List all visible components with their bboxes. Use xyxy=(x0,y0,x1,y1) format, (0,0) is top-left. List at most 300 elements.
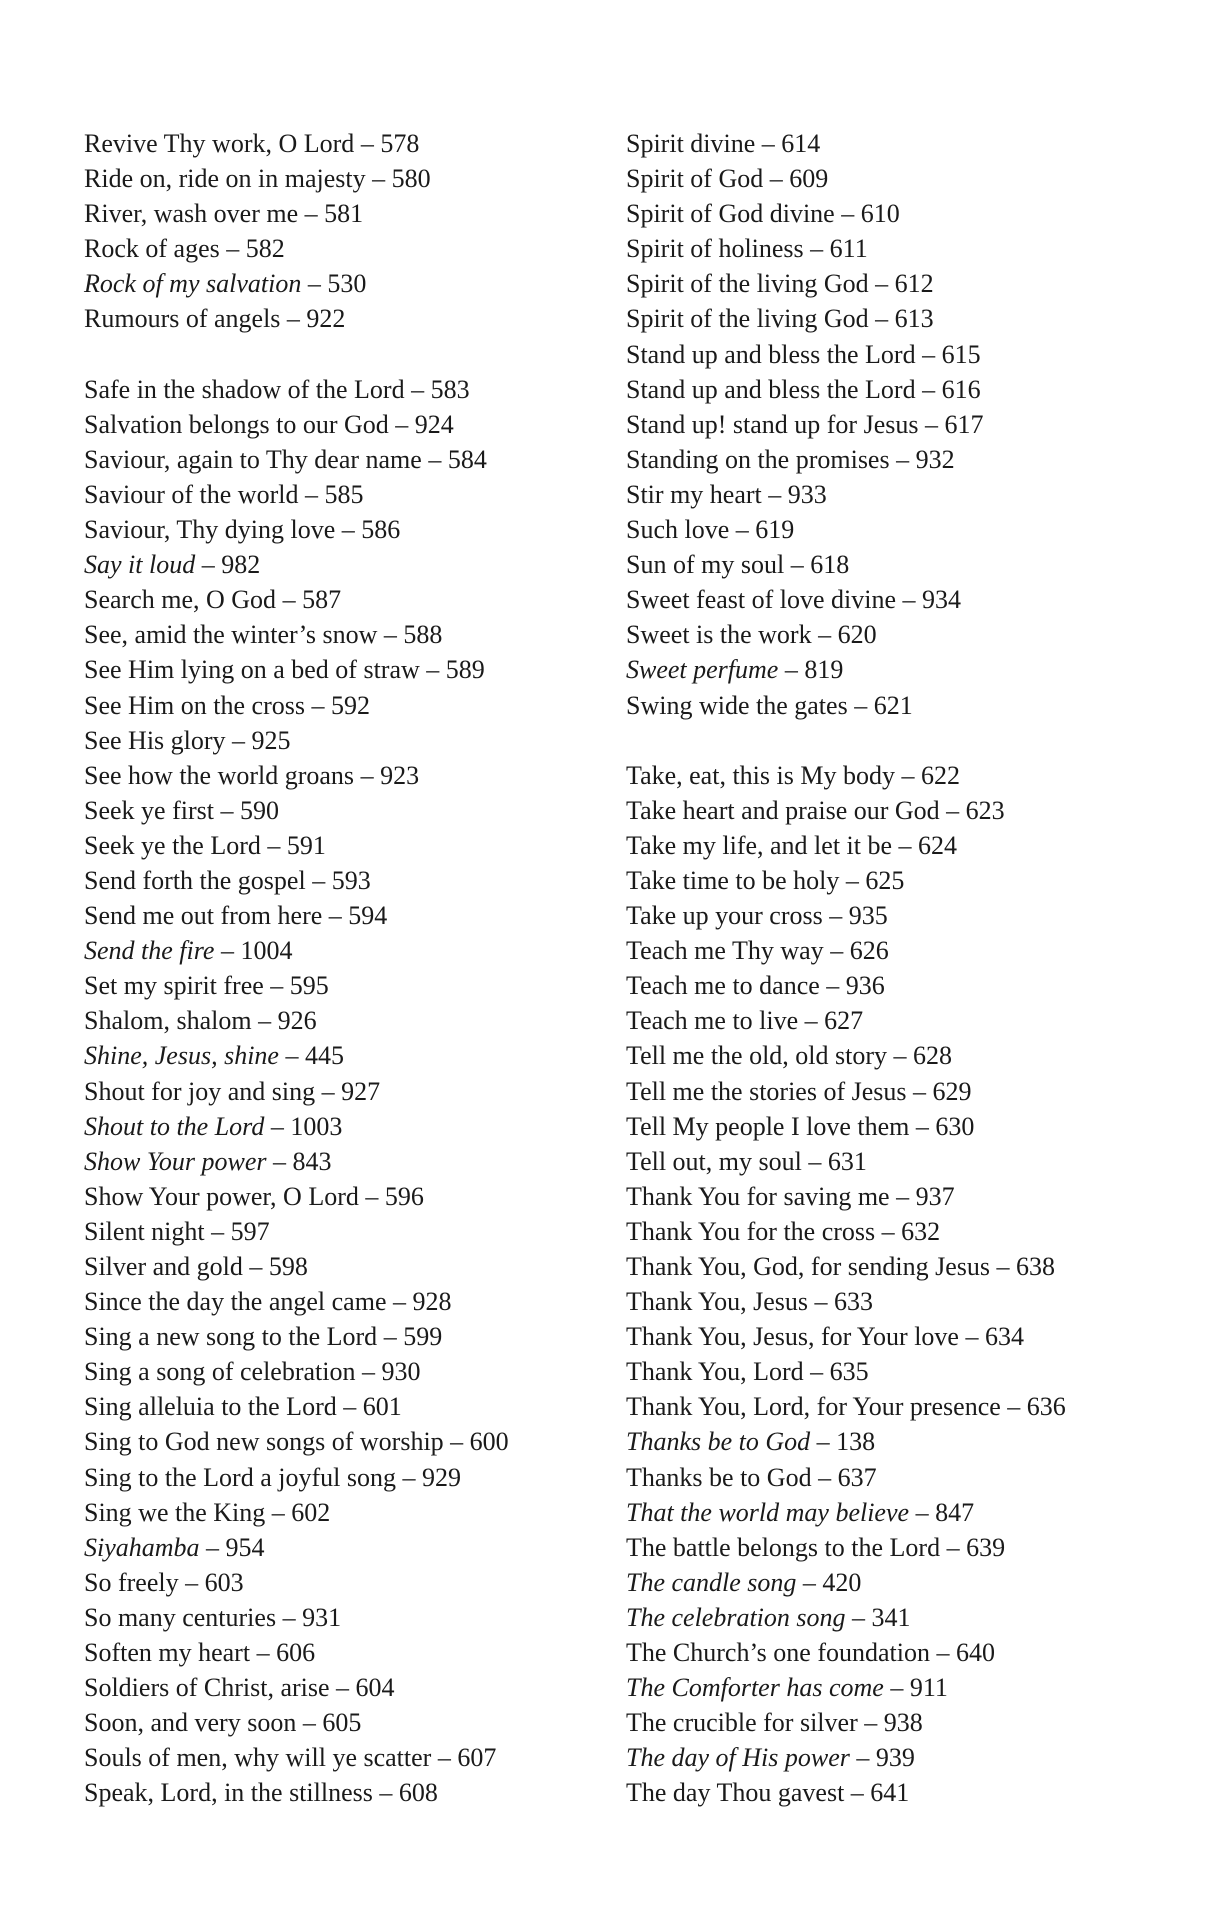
entry-title: Soldiers of Christ, arise xyxy=(84,1673,330,1703)
entry-separator: – xyxy=(763,164,790,194)
index-entry xyxy=(84,1179,604,1214)
index-entry xyxy=(84,1038,604,1073)
entry-title: Silent night xyxy=(84,1216,205,1246)
entry-separator: – xyxy=(810,1427,837,1457)
entry-title: Spirit of God divine xyxy=(626,199,835,229)
entry-title: Teach me to live xyxy=(626,1006,799,1036)
entry-separator: – xyxy=(857,1708,884,1738)
entry-title: Souls of men, why will ye scatter xyxy=(84,1743,432,1773)
index-entry xyxy=(84,1249,604,1284)
entry-number: 924 xyxy=(414,409,454,439)
entry-title: Rumours of angels xyxy=(84,304,281,334)
entry-number: 599 xyxy=(403,1322,443,1352)
index-entry xyxy=(626,512,1186,547)
entry-title: Tell me the stories of Jesus xyxy=(626,1076,907,1106)
entry-title: The day of His power xyxy=(626,1743,850,1773)
entry-title: Seek ye first xyxy=(84,795,214,825)
entry-title: The celebration song xyxy=(626,1602,846,1632)
entry-separator: – xyxy=(823,936,850,966)
index-entry xyxy=(626,1038,1186,1073)
entry-title: Teach me to dance xyxy=(626,971,820,1001)
entry-separator: – xyxy=(250,1638,277,1668)
entry-number: 636 xyxy=(1026,1392,1066,1422)
index-entry xyxy=(626,1460,1186,1495)
index-entry xyxy=(626,933,1186,968)
entry-separator: – xyxy=(784,550,811,580)
entry-separator: – xyxy=(419,655,446,685)
index-entry xyxy=(626,652,1186,687)
entry-separator: – xyxy=(822,901,849,931)
entry-number: 585 xyxy=(324,479,364,509)
entry-separator: – xyxy=(264,1111,291,1141)
entry-separator: – xyxy=(225,725,252,755)
entry-title: Shout to the Lord xyxy=(84,1111,265,1141)
entry-separator: – xyxy=(276,1602,303,1632)
entry-number: 932 xyxy=(915,444,955,474)
index-entry xyxy=(626,442,1186,477)
entry-separator: – xyxy=(335,515,362,545)
entry-number: 589 xyxy=(445,655,485,685)
entry-number: 621 xyxy=(873,690,913,720)
entry-title: Send the fire xyxy=(84,936,215,966)
entry-separator: – xyxy=(909,1497,936,1527)
entry-title: Rock of ages xyxy=(84,234,220,264)
index-entry xyxy=(84,266,604,301)
entry-number: 595 xyxy=(289,971,329,1001)
entry-separator: – xyxy=(930,1638,956,1668)
entry-title: Sing a new song to the Lord xyxy=(84,1322,378,1352)
entry-title: Safe in the shadow of the Lord xyxy=(84,374,405,404)
entry-number: 615 xyxy=(941,339,981,369)
index-entry xyxy=(84,1460,604,1495)
entry-number: 923 xyxy=(380,760,420,790)
entry-number: 638 xyxy=(1016,1252,1055,1281)
index-entry xyxy=(626,372,1186,407)
entry-separator: – xyxy=(305,865,332,895)
index-entry xyxy=(626,968,1186,1003)
entry-separator: – xyxy=(990,1252,1016,1281)
entry-separator: – xyxy=(178,1567,205,1597)
entry-number: 930 xyxy=(381,1357,421,1387)
entry-separator: – xyxy=(729,515,756,545)
entry-number: 939 xyxy=(875,1743,915,1773)
entry-separator: – xyxy=(377,1322,404,1352)
entry-number: 582 xyxy=(245,234,285,264)
index-entry xyxy=(626,1740,1186,1775)
entry-separator: – xyxy=(889,444,916,474)
entry-number: 583 xyxy=(430,374,470,404)
index-entry xyxy=(84,1144,604,1179)
index-entry xyxy=(626,1600,1186,1635)
index-entry xyxy=(626,477,1186,512)
entry-separator: – xyxy=(354,129,381,158)
entry-separator: – xyxy=(298,479,325,509)
index-entry xyxy=(84,793,604,828)
entry-number: 928 xyxy=(412,1287,452,1317)
entry-title: Show Your power xyxy=(84,1146,267,1176)
entry-separator: – xyxy=(958,1322,985,1352)
index-entry xyxy=(626,1214,1186,1249)
index-entry xyxy=(626,1705,1186,1740)
entry-separator: – xyxy=(811,620,838,650)
entry-number: 598 xyxy=(268,1252,308,1281)
entry-separator: – xyxy=(894,760,921,790)
entry-number: 608 xyxy=(398,1778,438,1808)
entry-number: 637 xyxy=(837,1462,877,1492)
entry-number: 613 xyxy=(894,304,934,334)
entry-title: Shine, Jesus, shine xyxy=(84,1041,279,1071)
index-entry xyxy=(626,793,1186,828)
entry-title: So freely xyxy=(84,1567,179,1597)
entry-title: Since the day the angel came xyxy=(84,1287,387,1317)
entry-number: 925 xyxy=(251,725,291,755)
entry-title: Say it loud xyxy=(84,550,196,580)
entry-title: Saviour, Thy dying love xyxy=(84,515,336,545)
index-entry xyxy=(626,688,1186,723)
index-entry xyxy=(84,1389,604,1424)
entry-number: 592 xyxy=(330,690,370,720)
index-entry xyxy=(84,196,604,231)
index-entry xyxy=(626,1565,1186,1600)
entry-title: Saviour, again to Thy dear name xyxy=(84,444,422,474)
entry-separator: – xyxy=(896,585,923,615)
entry-title: So many centuries xyxy=(84,1602,277,1632)
entry-number: 601 xyxy=(362,1392,402,1422)
entry-number: 933 xyxy=(787,479,827,509)
index-entry xyxy=(626,828,1186,863)
entry-number: 634 xyxy=(984,1322,1024,1352)
entry-number: 600 xyxy=(469,1427,509,1457)
entry-separator: – xyxy=(204,1216,231,1246)
entry-title: Sing to God new songs of worship xyxy=(84,1427,444,1457)
entry-number: 605 xyxy=(322,1708,362,1738)
entry-number: 445 xyxy=(304,1041,344,1071)
entry-separator: – xyxy=(915,339,942,369)
entry-separator: – xyxy=(883,1673,910,1703)
entry-title: Soften my heart xyxy=(84,1638,251,1668)
index-entry xyxy=(84,1670,604,1705)
entry-separator: – xyxy=(265,1497,292,1527)
entry-title: Sing we the King xyxy=(84,1497,266,1527)
entry-title: The Church’s one foundation xyxy=(626,1638,930,1668)
entry-title: See how the world groans xyxy=(84,760,355,790)
entry-title: Thank You for saving me xyxy=(626,1181,890,1211)
entry-number: 935 xyxy=(848,901,888,931)
entry-number: 630 xyxy=(935,1111,975,1141)
index-entry xyxy=(626,1424,1186,1459)
index-entry xyxy=(626,126,1186,161)
index-entry xyxy=(626,231,1186,266)
entry-title: Sing alleluia to the Lord xyxy=(84,1392,337,1422)
entry-separator: – xyxy=(213,795,240,825)
entry-number: 911 xyxy=(909,1673,948,1703)
index-entry xyxy=(626,1179,1186,1214)
index-entry xyxy=(84,582,604,617)
entry-title: Seek ye the Lord xyxy=(84,830,261,860)
entry-number: 640 xyxy=(956,1638,995,1668)
entry-separator: – xyxy=(808,1287,835,1317)
entry-separator: – xyxy=(845,1602,872,1632)
index-entry xyxy=(626,1530,1186,1565)
entry-number: 602 xyxy=(291,1497,331,1527)
entry-separator: – xyxy=(940,1532,967,1562)
index-entry xyxy=(84,1109,604,1144)
entry-title: Take heart and praise our God xyxy=(626,795,940,825)
index-entry xyxy=(626,407,1186,442)
entry-separator: – xyxy=(889,1181,916,1211)
entry-number: 606 xyxy=(276,1638,316,1668)
entry-separator: – xyxy=(819,971,846,1001)
entry-title: Standing on the promises xyxy=(626,444,890,474)
index-entry xyxy=(84,547,604,582)
entry-number: 982 xyxy=(221,550,261,580)
index-entry xyxy=(626,1775,1186,1810)
entry-title: Spirit of God xyxy=(626,164,764,194)
entry-number: 616 xyxy=(941,374,981,404)
entry-separator: – xyxy=(868,269,895,299)
entry-title: Spirit of the living God xyxy=(626,269,869,299)
entry-title: Take up your cross xyxy=(626,901,823,931)
entry-number: 588 xyxy=(403,620,443,650)
index-entry xyxy=(626,863,1186,898)
entry-separator: – xyxy=(386,1287,413,1317)
entry-number: 639 xyxy=(966,1532,1006,1562)
entry-number: 927 xyxy=(341,1076,381,1106)
index-entry xyxy=(626,617,1186,652)
entry-number: 580 xyxy=(391,164,431,194)
index-entry xyxy=(84,161,604,196)
index-entry xyxy=(84,968,604,1003)
index-entry xyxy=(84,1635,604,1670)
entry-number: 341 xyxy=(871,1602,911,1632)
entry-number: 631 xyxy=(827,1146,867,1176)
index-entry xyxy=(626,1074,1186,1109)
entry-number: 612 xyxy=(894,269,934,299)
index-entry xyxy=(626,1003,1186,1038)
entry-title: Shout for joy and sing xyxy=(84,1076,316,1106)
entry-separator: – xyxy=(421,444,448,474)
entry-separator: – xyxy=(365,164,392,194)
entry-number: 626 xyxy=(849,936,889,966)
entry-title: Thank You, Jesus, for Your love xyxy=(626,1322,959,1352)
entry-title: The battle belongs to the Lord xyxy=(626,1532,941,1562)
index-entry xyxy=(626,1670,1186,1705)
entry-title: Sweet perfume xyxy=(626,655,779,685)
entry-separator: – xyxy=(298,199,325,229)
entry-separator: – xyxy=(336,1392,363,1422)
entry-title: Show Your power, O Lord xyxy=(84,1181,359,1211)
entry-separator: – xyxy=(395,1462,422,1492)
entry-title: Thank You, Lord, for Your presence xyxy=(626,1392,1001,1422)
entry-number: 620 xyxy=(837,620,877,650)
entry-separator: – xyxy=(329,1673,356,1703)
index-entry xyxy=(84,1775,604,1810)
entry-title: Teach me Thy way xyxy=(626,936,824,966)
entry-number: 625 xyxy=(865,865,905,895)
entry-title: Silver and gold xyxy=(84,1252,243,1281)
entry-title: Sweet feast of love divine xyxy=(626,585,897,615)
entry-separator: – xyxy=(778,655,805,685)
index-column-right xyxy=(626,126,1186,1811)
entry-separator: – xyxy=(939,795,966,825)
entry-number: 587 xyxy=(302,585,342,615)
entry-title: The crucible for silver xyxy=(626,1708,858,1738)
entry-title: Sing to the Lord a joyful song xyxy=(84,1462,396,1492)
letter-group-gap xyxy=(626,723,1186,758)
index-entry xyxy=(84,723,604,758)
entry-number: 641 xyxy=(870,1778,910,1808)
entry-separator: – xyxy=(301,269,328,299)
entry-title: Sweet is the work xyxy=(626,620,812,650)
entry-title: Soon, and very soon xyxy=(84,1708,297,1738)
entry-number: 1004 xyxy=(240,936,293,966)
entry-title: That the world may believe xyxy=(626,1497,910,1527)
entry-number: 1003 xyxy=(290,1111,343,1141)
entry-title: Stand up and bless the Lord xyxy=(626,374,916,404)
entry-title: Spirit divine xyxy=(626,129,756,158)
index-entry xyxy=(84,863,604,898)
entry-number: 635 xyxy=(829,1357,869,1387)
index-entry xyxy=(84,1530,604,1565)
entry-separator: – xyxy=(906,1076,933,1106)
entry-separator: – xyxy=(195,550,222,580)
index-entry xyxy=(626,1144,1186,1179)
entry-separator: – xyxy=(377,620,404,650)
entry-number: 591 xyxy=(286,830,326,860)
entry-number: 628 xyxy=(913,1041,953,1071)
index-entry xyxy=(626,196,1186,231)
entry-number: 819 xyxy=(804,655,844,685)
entry-separator: – xyxy=(304,690,331,720)
index-entry xyxy=(84,1214,604,1249)
entry-separator: – xyxy=(219,234,246,264)
entry-number: 847 xyxy=(935,1497,975,1527)
entry-title: Search me, O God xyxy=(84,585,277,615)
entry-number: 938 xyxy=(883,1708,923,1738)
entry-separator: – xyxy=(214,936,241,966)
entry-title: Tell out, my soul xyxy=(626,1146,802,1176)
entry-number: 420 xyxy=(822,1567,862,1597)
entry-title: Saviour of the world xyxy=(84,479,299,509)
entry-title: Rock of my salvation xyxy=(84,269,302,299)
entry-separator: – xyxy=(892,830,919,860)
entry-number: 607 xyxy=(457,1743,497,1773)
entry-separator: – xyxy=(834,199,861,229)
entry-title: See Him lying on a bed of straw xyxy=(84,655,420,685)
index-entry xyxy=(84,407,604,442)
entry-number: 593 xyxy=(331,865,371,895)
entry-separator: – xyxy=(260,830,287,860)
index-entry xyxy=(84,933,604,968)
index-entry xyxy=(84,1074,604,1109)
entry-separator: – xyxy=(796,1567,823,1597)
entry-title: Thank You, Lord xyxy=(626,1357,804,1387)
index-entry xyxy=(84,126,604,161)
entry-title: Take my life, and let it be xyxy=(626,830,893,860)
entry-number: 530 xyxy=(327,269,367,299)
entry-separator: – xyxy=(1000,1392,1027,1422)
index-entry xyxy=(84,1424,604,1459)
index-entry xyxy=(84,652,604,687)
entry-separator: – xyxy=(358,1181,385,1211)
index-entry xyxy=(626,582,1186,617)
entry-separator: – xyxy=(251,1006,278,1036)
entry-separator: – xyxy=(849,1743,876,1773)
entry-separator: – xyxy=(278,1041,305,1071)
entry-title: See His glory xyxy=(84,725,226,755)
entry-number: 931 xyxy=(302,1602,342,1632)
entry-title: The Comforter has come xyxy=(626,1673,884,1703)
entry-separator: – xyxy=(918,409,945,439)
entry-number: 604 xyxy=(355,1673,395,1703)
entry-separator: – xyxy=(315,1076,342,1106)
entry-number: 622 xyxy=(920,760,960,790)
entry-title: Stand up and bless the Lord xyxy=(626,339,916,369)
entry-separator: – xyxy=(354,760,381,790)
entry-number: 922 xyxy=(306,304,346,334)
entry-separator: – xyxy=(847,690,874,720)
entry-title: See, amid the winter’s snow xyxy=(84,620,378,650)
entry-title: Ride on, ride on in majesty xyxy=(84,164,366,194)
entry-title: Set my spirit free xyxy=(84,971,264,1001)
index-entry xyxy=(84,1565,604,1600)
entry-title: Stand up! stand up for Jesus xyxy=(626,409,919,439)
entry-separator: – xyxy=(755,129,782,158)
letter-group-gap xyxy=(84,337,604,372)
entry-number: 578 xyxy=(380,129,420,158)
entry-title: Thank You for the cross xyxy=(626,1216,876,1246)
entry-separator: – xyxy=(263,971,290,1001)
index-entry xyxy=(626,758,1186,793)
entry-number: 590 xyxy=(239,795,279,825)
entry-number: 614 xyxy=(781,129,821,158)
entry-title: Send me out from here xyxy=(84,901,323,931)
entry-title: See Him on the cross xyxy=(84,690,305,720)
entry-title: The day Thou gavest xyxy=(626,1778,845,1808)
index-entry xyxy=(84,442,604,477)
entry-title: Tell My people I love them xyxy=(626,1111,910,1141)
entry-number: 629 xyxy=(932,1076,972,1106)
index-entry xyxy=(626,1495,1186,1530)
entry-separator: – xyxy=(404,374,431,404)
entry-title: Thank You, God, for sending Jesus xyxy=(626,1252,990,1281)
entry-number: 632 xyxy=(901,1216,941,1246)
index-entry xyxy=(626,898,1186,933)
entry-number: 954 xyxy=(225,1532,265,1562)
index-entry xyxy=(626,1319,1186,1354)
entry-separator: – xyxy=(388,409,415,439)
index-entry xyxy=(84,1495,604,1530)
entry-separator: – xyxy=(811,1462,838,1492)
entry-number: 843 xyxy=(292,1146,332,1176)
entry-title: River, wash over me xyxy=(84,199,299,229)
entry-number: 937 xyxy=(915,1181,955,1211)
entry-number: 138 xyxy=(836,1427,876,1457)
entry-title: Sun of my soul xyxy=(626,550,785,580)
entry-title: Such love xyxy=(626,515,730,545)
entry-number: 619 xyxy=(755,515,795,545)
index-entry xyxy=(84,688,604,723)
index-entry xyxy=(626,1354,1186,1389)
entry-title: The candle song xyxy=(626,1567,797,1597)
entry-separator: – xyxy=(431,1743,458,1773)
index-entry xyxy=(626,161,1186,196)
entry-number: 618 xyxy=(810,550,850,580)
entry-number: 611 xyxy=(829,234,868,264)
entry-separator: – xyxy=(276,585,303,615)
index-entry xyxy=(84,231,604,266)
entry-separator: – xyxy=(915,374,942,404)
